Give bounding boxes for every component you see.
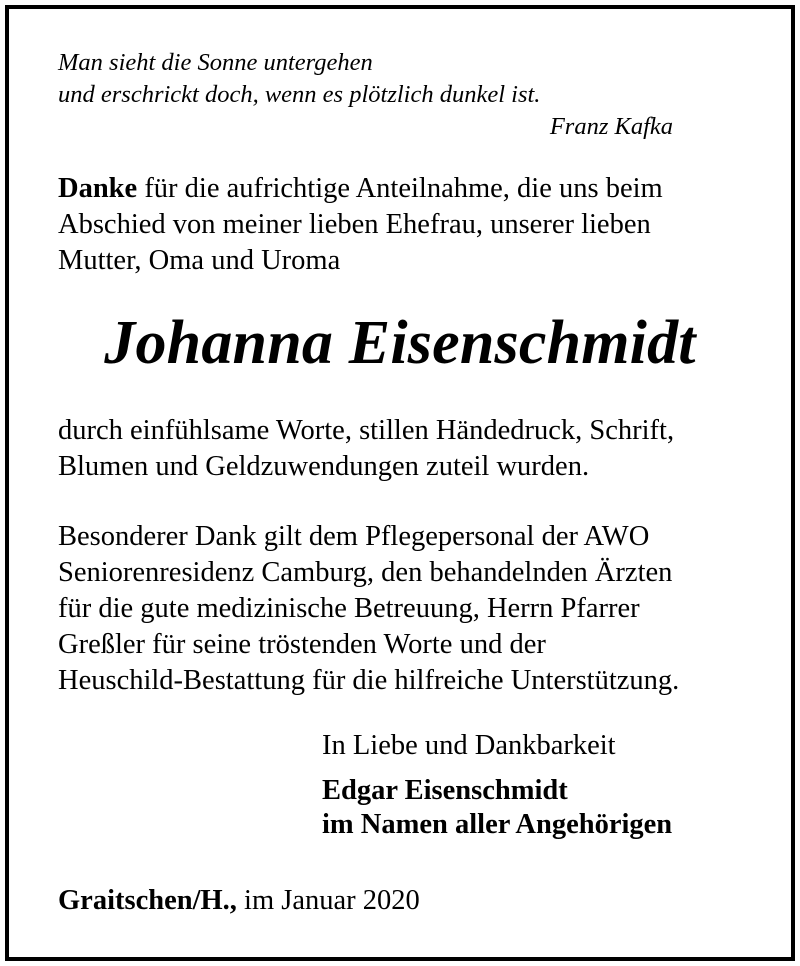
deceased-name: Johanna Eisenschmidt xyxy=(104,309,696,377)
place-date xyxy=(58,883,420,919)
thanks-lead: Danke xyxy=(58,173,138,204)
paragraph-line: durch einfühlsame Worte, stillen Händedruck, Schrift, xyxy=(58,415,675,446)
signer xyxy=(322,774,672,842)
intro-line: Abschied von meiner lieben Ehefrau, unserer lieben xyxy=(58,209,651,240)
thanks-paragraph-1 xyxy=(58,413,674,485)
thanks-paragraph-2 xyxy=(58,519,679,699)
date-text: im Januar 2020 xyxy=(236,885,420,916)
quote-line: Man sieht die Sonne untergehen xyxy=(58,49,373,76)
quote-author: Franz Kafka xyxy=(549,113,673,140)
signoff: In Liebe und Dankbarkeit xyxy=(322,730,616,761)
paragraph-line: Heuschild-Bestattung für die hilfreiche Unterstützung. xyxy=(58,665,680,696)
paragraph-line: für die gute medizinische Betreuung, Herrn Pfarrer xyxy=(58,593,640,624)
intro-first-line xyxy=(58,171,663,207)
kafka-quote xyxy=(58,47,540,111)
thanks-intro xyxy=(58,171,663,279)
paragraph-line: Blumen und Geldzuwendungen zuteil wurden. xyxy=(58,451,590,482)
signer-note: im Namen aller Angehörigen xyxy=(322,809,673,840)
quote-line: und erschrickt doch, wenn es plötzlich dunkel ist. xyxy=(58,81,541,108)
paragraph-line: Seniorenresidenz Camburg, den behandelnden Ärzten xyxy=(58,557,673,588)
place-name: Graitschen/H., xyxy=(58,885,237,916)
intro-line: für die aufrichtige Anteilnahme, die uns beim xyxy=(137,173,663,204)
paragraph-line: Besonderer Dank gilt dem Pflegepersonal der AWO xyxy=(58,521,650,552)
paragraph-line: Greßler für seine tröstenden Worte und der xyxy=(58,629,546,660)
signer-name: Edgar Eisenschmidt xyxy=(322,775,568,806)
intro-line: Mutter, Oma und Uroma xyxy=(58,245,341,276)
